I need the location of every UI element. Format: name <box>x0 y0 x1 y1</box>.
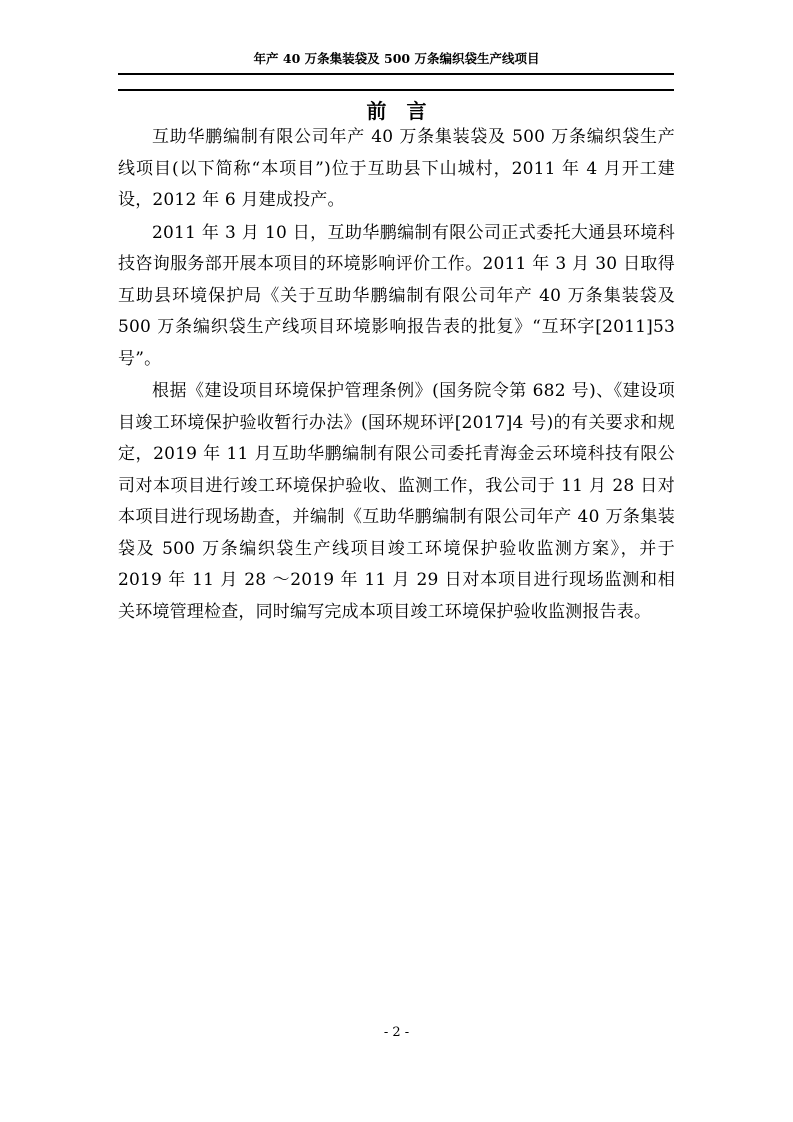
page-footer <box>0 1024 793 1042</box>
document-body <box>118 122 675 629</box>
header-rule-top <box>118 73 674 75</box>
header-title: 年产 40 万条集装袋及 500 万条编织袋生产线项目 <box>253 51 540 66</box>
page-number: - 2 - <box>383 1025 410 1040</box>
section-title: 前 言 <box>366 99 427 123</box>
header-rule-bottom <box>118 89 674 91</box>
paragraph-project-intro: 互助华鹏编制有限公司年产 40 万条集装袋及 500 万条编织袋生产线项目(以下简称“本项目”)位于互助县下山城村，2011 年 4 月开工建设，2012 年 6 月建成投产。 <box>118 127 675 210</box>
paragraph-eia-approval: 2011 年 3 月 10 日，互助华鹏编制有限公司正式委托大通县环境科技咨询服务部开展本项目的环境影响评价工作。2011 年 3 月 30 日取得互助县环境保护局《关于互助华鹏编制有限公司年产 40 万条集装袋及 500 万条编织袋生产线项目环境影响报告表的批复》“互环字[2011]53 号”。 <box>118 222 675 369</box>
paragraph-acceptance-monitoring: 根据《建设项目环境保护管理条例》(国务院令第 682 号)、《建设项目竣工环境保护验收暂行办法》(国环规环评[2017]4 号)的有关要求和规定，2019 年 11 月互助华鹏编制有限公司委托青海金云环境科技有限公司对本项目进行竣工环境保护验收、监测工作，我公司于 11 月 28 日对本项目进行现场勘查，并编制《互助华鹏编制有限公司年产 40 万条集装袋及 500 万条编织袋生产线项目竣工环境保护验收监测方案》，并于 2019 年 11 月 28 ～2019 年 11 月 29 日对本项目进行现场监测和相关环境管理检查，同时编写完成本项目竣工环境保护验收监测报告表。 <box>118 381 675 622</box>
